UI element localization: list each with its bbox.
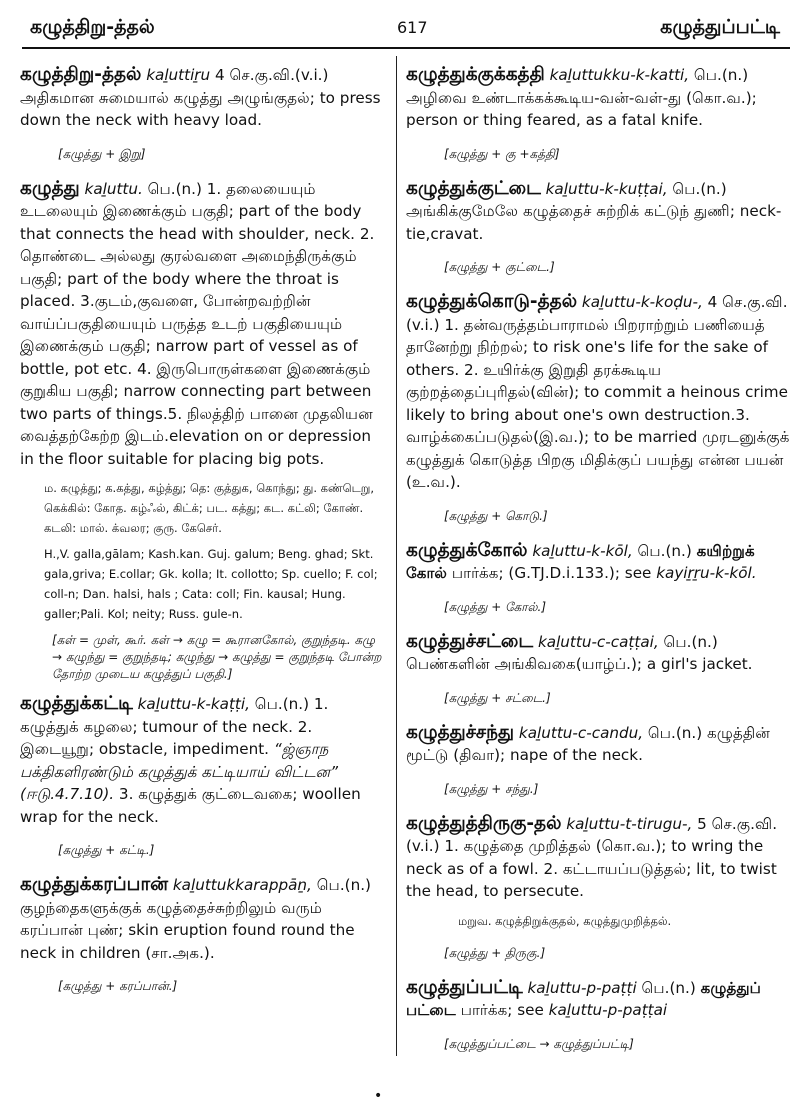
transliteration: kaḻuttu-k-kōl,	[532, 541, 633, 560]
right-column	[406, 64, 794, 1068]
transliteration: kaḻuttu-k-kaṭṭi,	[137, 695, 250, 713]
definition: பார்க்க; (G.TJ.D.i.133.); see	[451, 564, 652, 582]
definition: பெ.(n.) 1. கழுத்துக் கழலை; tumour of the neck. 2. இடையூறு; obstacle, impediment.	[20, 695, 329, 758]
headword: கழுத்துக்குட்டை	[406, 177, 541, 199]
bottom-dot: •	[374, 1088, 383, 1104]
entry-kaluttuccattai	[406, 631, 794, 706]
left-column	[20, 64, 388, 1010]
transliteration: kaḻuttu-c-candu,	[518, 723, 644, 742]
headword: கழுத்துக்குக்கத்தி	[406, 64, 545, 85]
transliteration: kaḻuttu-k-koḍu-,	[581, 293, 703, 311]
headword: கழுத்துக்கட்டி	[20, 693, 133, 714]
header-right-guideword: கழுத்துப்பட்டி	[660, 16, 780, 38]
headword: கழுத்துச்சந்து	[406, 721, 515, 743]
page-header	[22, 10, 786, 44]
headword: கழுத்திறு-த்தல்	[20, 64, 142, 85]
transliteration: kaḻuttu-p-paṭṭi	[527, 978, 637, 997]
headword: கழுத்து	[20, 177, 80, 199]
etymology: [கழுத்து + சந்து.]	[444, 781, 539, 796]
etymology: [கழுத்து + கரப்பான்.]	[58, 979, 178, 993]
headword: கழுத்துச்சட்டை	[406, 630, 534, 652]
headword: கழுத்துக்கோல்	[406, 539, 528, 561]
entry-kaluttukkatti	[20, 693, 388, 858]
etymology: [கழுத்து + கு +கத்தி]	[444, 146, 560, 161]
transliteration: kaḻuttukkarappāṉ,	[172, 876, 312, 894]
etymology: [கழுத்து + குட்டை.]	[444, 260, 555, 274]
definition: பெ.(n.) அங்கிக்குமேலே கழுத்தைச் சுற்றிக் கட்டுந் துணி; neck-tie,cravat.	[406, 179, 782, 243]
entry-kaluttuppatti	[406, 977, 794, 1052]
headword: கழுத்துத்திருகு-தல்	[406, 812, 562, 834]
transliteration: kaḻuttu-t-tirugu-,	[566, 814, 693, 833]
etymology: [கழுத்து + இறு]	[58, 146, 146, 161]
transliteration: kaḻuttu-k-kuṭṭai,	[545, 179, 668, 198]
etymology: [கழுத்துப்பட்டை → கழுத்துப்பட்டி]	[444, 1036, 634, 1051]
transliteration: kaḻuttu.	[84, 179, 143, 198]
transliteration: kaḻuttu-c-caṭṭai,	[537, 632, 659, 651]
definition-cont: 3. கழுத்துக் குட்டைவகை; woollen wrap for the neck.	[20, 785, 361, 826]
definition: பெ.(n.) பெண்களின் அங்கிவகை(யாழ்ப்.); a girl's jacket.	[406, 632, 753, 673]
synonyms: மறுவ. கழுத்திறுக்குதல், கழுத்துமுறித்தல்.	[458, 913, 672, 928]
transliteration: kaḻuttukku-k-katti,	[549, 66, 690, 84]
definition: பெ.(n.) குழந்தைகளுக்குக் கழுத்தைச்சுற்றிலும் வரும் கரப்பான் புண்; skin eruption found round the neck in children (சா.அக.).	[20, 876, 371, 962]
entry-kaluttukkodu	[406, 291, 794, 524]
pos: பெ.(n.)	[637, 541, 692, 560]
grammar: 4 செ.கு.வி.(v.i.)	[215, 66, 329, 84]
indo-european-cognates: H.,V. galla,gālam; Kash.kan. Guj. galum; Beng. ghad; Skt. gala,griva; E.collar; Gk. kolla; It. collotto; Sp. cuello; F. col; coll-n; Dan. halsi, hals ; Cata: coll; Fin. kausal; Hung. galler;Pali. Kol; neity; Russ. gule-n.	[44, 547, 378, 621]
definition: பார்க்க; see	[460, 1001, 544, 1019]
pos: பெ.(n.)	[641, 978, 696, 997]
entry-kaluttiru	[20, 64, 388, 162]
entry-kaluttu	[20, 178, 388, 684]
entry-kaluttukkol	[406, 540, 794, 615]
cross-ref-word: கயிற்றுக் கோல்	[406, 541, 755, 582]
page-number: 617	[397, 18, 428, 37]
header-rule	[22, 47, 790, 49]
etymology-note: [கள் = முள், கூர். கள் → கழு = கூரானகோல், குறுந்தடி. கழு → கழுந்து = குறுந்தடி; கழுந்து → கழுத்து = குறுந்தடி போன்ற தோற்ற முடைய கழுத்துப் பகுதி.]	[52, 633, 382, 681]
entry-kaluttuttirugu	[406, 813, 794, 961]
definition: பெ.(n.) அழிவை உண்டாக்கக்கூடிய-வன்-வள்-து (கொ.வ.); person or thing feared, as a fatal knife.	[406, 66, 757, 129]
dravidian-cognates: ம. கழுத்து; க.கத்து, கழ்த்து; தெ: குத்துக, கொந்து; து. கண்டெறு, கெக்கில்: கோத. கழ்ஃல், கிட்க்; பட. கத்து; கட. கட்லி; கோண். கடலி: மால். க்வலர; குரு. கேசெர்.	[44, 481, 375, 535]
definition: பெ.(n.) 1. தலையையும் உடலையும் இணைக்கும் பகுதி; part of the body that connects the head with shoulder, neck. 2. தொண்டை அல்லது குரல்வளை அமைந்திருக்கும் பகுதி; part of the body where the throat is placed. 3.குடம்,குவளை, போன்றவற்றின் வாய்ப்பகுதியையும் பருத்த உடற் பகுதியையும் இணைக்கும் பகுதி; narrow part of vessel as of bottle, pot etc. 4. இருபொருள்களை இணைக்கும் குறுகிய பகுதி; narrow connecting part between two parts of things.5. நிலத்திற் பானை முதலியன வைத்தற்கேற்ற இடம்.elevation on or depression in the floor suitable for placing big pots.	[20, 179, 375, 468]
column-divider	[396, 56, 397, 1056]
etymology: [கழுத்து + கட்டி.]	[58, 843, 155, 857]
etymology: [கழுத்து + சட்டை.]	[444, 690, 551, 705]
definition: அதிகமான சுமையால் கழுத்து அழுங்குதல்; to press down the neck with heavy load.	[20, 88, 381, 129]
headword: கழுத்துப்பட்டி	[406, 976, 523, 998]
definition: 4 செ.கு.வி.(v.i.) 1. தன்வருத்தம்பாராமல் பிறராற்றும் பணியைத் தானேற்று நிற்றல்; to risk one's life for the sake of others. 2. உயிர்க்கு இறுதி தரக்கூடிய குற்றத்தைப்புரிதல்(வின்); to commit a heinous crime likely to bring about one's own destruction.3. வாழ்க்கைப்படுதல்(இ.வ.); to be married முரடனுக்குக் கழுத்துக் கொடுத்த பிறகு மிதிக்குப் பயந்து என்ன பயன் (உ.வ.).	[406, 293, 790, 491]
definition: பெ.(n.) கழுத்தின் மூட்டு (திவா); nape of the neck.	[406, 723, 771, 764]
headword: கழுத்துக்கொடு-த்தல்	[406, 291, 578, 312]
etymology: [கழுத்து + கோல்.]	[444, 599, 547, 614]
citation-quote: “ஜ்ஞாந பக்திகளிரண்டும் கழுத்துக் கட்டியாய் விட்டன” (ஈடு.4.7.10).	[20, 740, 339, 803]
see-also: kayiṟṟu-k-kōl.	[656, 564, 757, 582]
entry-kaluttukkukkatti	[406, 64, 794, 162]
entry-kaluttuccandu	[406, 722, 794, 797]
see-also: kaḻuttu-p-paṭṭai	[548, 1001, 668, 1019]
entry-kaluttukkuttai	[406, 178, 794, 276]
etymology: [கழுத்து + திருகு.]	[444, 945, 546, 960]
headword: கழுத்துக்கரப்பான்	[20, 874, 169, 895]
cross-ref-word: கழுத்துப் பட்டை	[406, 978, 761, 1019]
transliteration: kaḻuttiṟu	[146, 66, 211, 84]
etymology: [கழுத்து + கொடு.]	[444, 508, 548, 523]
definition: 5 செ.கு.வி. (v.i.) 1. கழுத்தை முறித்தல் (கொ.வ.); to wring the neck as of a fowl. 2. கட்டாயப்படுத்தல்; lit, to twist the head, to persecute.	[406, 814, 778, 900]
entry-kaluttukkarappan	[20, 874, 388, 994]
header-left-guideword: கழுத்திறு-த்தல்	[30, 16, 155, 38]
